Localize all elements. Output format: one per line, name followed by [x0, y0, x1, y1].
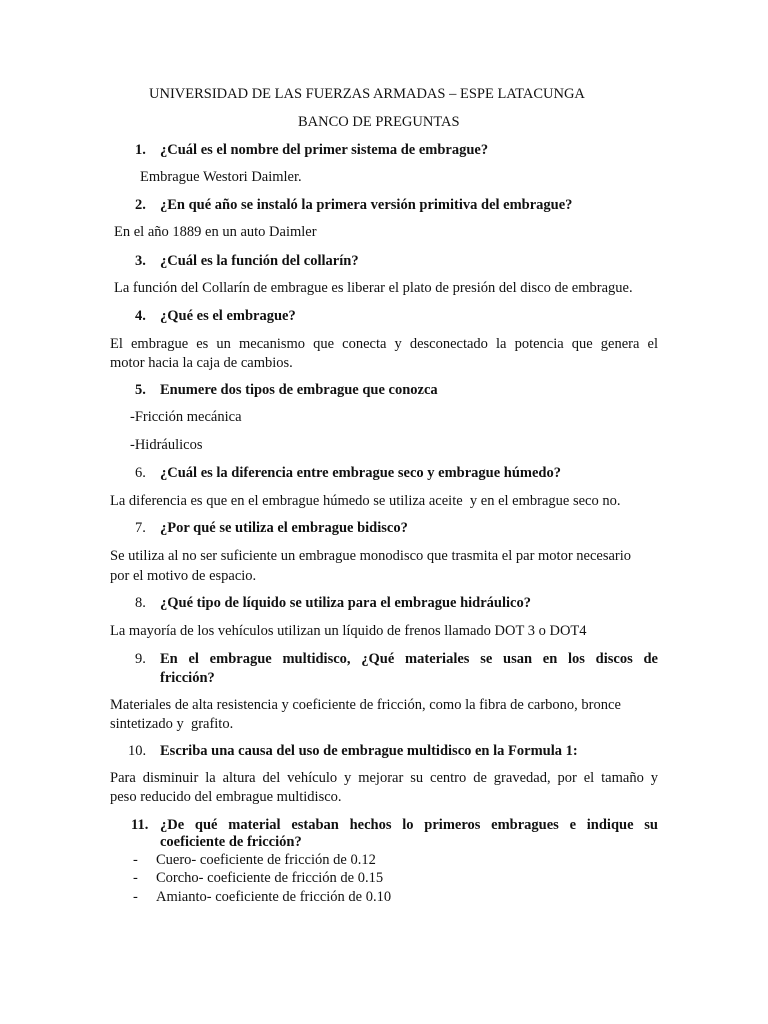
answer-5-item-1: -Fricción mecánica — [130, 409, 242, 425]
answer-4-line-2: motor hacia la caja de cambios. — [110, 355, 293, 371]
question-text-9-line-1: En el embrague multidisco, ¿Qué materiales se usan en los discos de — [160, 651, 658, 667]
list-item-corcho: Corcho- coeficiente de fricción de 0.15 — [156, 870, 384, 886]
question-number-10: 10. — [128, 743, 147, 759]
question-text-9-line-2: fricción? — [160, 670, 215, 686]
document-title: BANCO DE PREGUNTAS — [298, 114, 460, 130]
list-bullet: - — [133, 870, 138, 886]
question-text-11-line-1: ¿De qué material estaban hechos lo primeros embragues e indique su — [160, 817, 658, 833]
question-number-6: 6. — [135, 465, 146, 481]
answer-4-line-1: El embrague es un mecanismo que conecta y desconectado la potencia que genera el — [110, 336, 658, 352]
question-number-1: 1. — [135, 142, 146, 158]
list-item-cuero: Cuero- coeficiente de fricción de 0.12 — [156, 852, 376, 868]
answer-8: La mayoría de los vehículos utilizan un líquido de frenos llamado DOT 3 o DOT4 — [110, 623, 587, 639]
question-text-3: ¿Cuál es la función del collarín? — [160, 253, 359, 269]
question-number-3: 3. — [135, 253, 146, 269]
question-number-9: 9. — [135, 651, 146, 667]
list-item-amianto: Amianto- coeficiente de fricción de 0.10 — [156, 889, 392, 905]
answer-7-line-1: Se utiliza al no ser suficiente un embrague monodisco que trasmita el par motor necesario — [110, 548, 632, 564]
answer-5-item-2: -Hidráulicos — [130, 437, 203, 453]
question-text-11-line-2: coeficiente de fricción? — [160, 834, 302, 850]
question-text-10: Escriba una causa del uso de embrague multidisco en la Formula 1: — [160, 743, 578, 759]
question-text-1: ¿Cuál es el nombre del primer sistema de embrague? — [160, 142, 489, 158]
list-bullet: - — [133, 852, 138, 868]
answer-3: La función del Collarín de embrague es liberar el plato de presión del disco de embrague. — [114, 280, 633, 296]
question-number-2: 2. — [135, 197, 146, 213]
question-text-2: ¿En qué año se instaló la primera versión primitiva del embrague? — [160, 197, 573, 213]
university-heading: UNIVERSIDAD DE LAS FUERZAS ARMADAS – ESPE LATACUNGA — [149, 86, 585, 102]
answer-2: En el año 1889 en un auto Daimler — [114, 224, 317, 240]
answer-7-line-2: por el motivo de espacio. — [110, 568, 257, 584]
question-number-4: 4. — [135, 308, 146, 324]
question-text-8: ¿Qué tipo de líquido se utiliza para el embrague hidráulico? — [160, 595, 531, 611]
answer-9-line-2: sintetizado y grafito. — [110, 716, 234, 732]
list-bullet: - — [133, 889, 138, 905]
answer-9-line-1: Materiales de alta resistencia y coeficiente de fricción, como la fibra de carbono, bronce — [110, 697, 621, 713]
question-text-6: ¿Cuál es la diferencia entre embrague seco y embrague húmedo? — [160, 465, 561, 481]
question-number-11: 11. — [131, 817, 149, 833]
answer-6: La diferencia es que en el embrague húmedo se utiliza aceite y en el embrague seco no. — [110, 493, 621, 509]
answer-10-line-1: Para disminuir la altura del vehículo y mejorar su centro de gravedad, por el tamaño y — [110, 770, 658, 786]
question-text-7: ¿Por qué se utiliza el embrague bidisco? — [160, 520, 408, 536]
question-text-5: Enumere dos tipos de embrague que conozca — [160, 382, 438, 398]
question-number-5: 5. — [135, 382, 146, 398]
answer-10-line-2: peso reducido del embrague multidisco. — [110, 789, 342, 805]
question-number-8: 8. — [135, 595, 146, 611]
question-text-4: ¿Qué es el embrague? — [160, 308, 296, 324]
question-number-7: 7. — [135, 520, 146, 536]
answer-1: Embrague Westori Daimler. — [140, 169, 302, 185]
